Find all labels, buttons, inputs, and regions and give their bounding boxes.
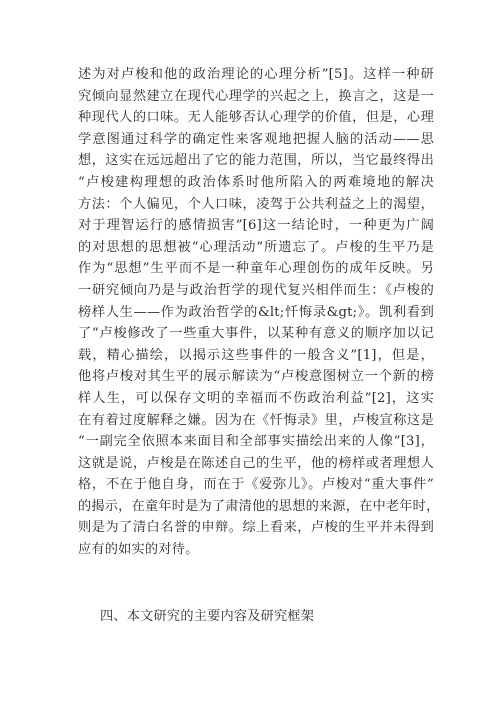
section-heading: 四、本文研究的主要内容及研究框架 bbox=[100, 609, 315, 624]
paragraph-line: 在有着过度解释之嫌。因为在《忏悔录》里，卢梭宣称这是 bbox=[78, 412, 434, 428]
paragraph-line: 种现代人的口味。无人能够否认心理学的价值，但是，心理 bbox=[78, 110, 434, 126]
paragraph-line: 则是为了清白名誉的申辩。综上看来，卢梭的生平并未得到 bbox=[78, 520, 434, 536]
paragraph-line: 作为“思想”生平而不是一种童年心理创伤的成年反映。另 bbox=[78, 261, 434, 277]
paragraph-line: “一副完全依照本来面目和全部事实描绘出来的人像”[3]， bbox=[78, 434, 434, 450]
paragraph-line: 载，精心描绘，以揭示这些事件的一般含义”[1]，但是， bbox=[78, 347, 434, 363]
paragraph-line: 这就是说，卢梭是在陈述自己的生平，他的榜样或者理想人 bbox=[78, 455, 434, 471]
paragraph-line: 学意图通过科学的确定性来客观地把握人脑的活动——思 bbox=[78, 131, 434, 147]
paragraph-line: 对于理智运行的感情损害”[6]这一结论时，一种更为广阔 bbox=[78, 218, 434, 234]
body-paragraph bbox=[78, 64, 440, 561]
paragraph-line: 了“卢梭修改了一些重大事件，以某种有意义的顺序加以记 bbox=[78, 326, 434, 342]
paragraph-line: 榜样人生——作为政治哲学的&lt;忏悔录&gt;》。凯利看到 bbox=[78, 304, 434, 320]
paragraph-line: 究倾向显然建立在现代心理学的兴起之上，换言之，这是一 bbox=[78, 88, 434, 104]
paragraph-line: 述为对卢梭和他的政治理论的心理分析”[5]。这样一种研 bbox=[78, 67, 434, 82]
paragraph-line: 方法：个人偏见，个人口味，凌驾于公共利益之上的渴望， bbox=[78, 196, 434, 212]
paragraph-line-last: 应有的如实的对待。 bbox=[78, 542, 199, 558]
paragraph-line: 想，这实在远远超出了它的能力范围，所以，当它最终得出 bbox=[78, 153, 434, 169]
paragraph-line: “卢梭建构理想的政治体系时他所陷入的两难境地的解决 bbox=[78, 174, 434, 190]
paragraph-line: 样人生，可以保存文明的幸福而不伤政治利益”[2]，这实 bbox=[78, 390, 434, 406]
paragraph-line: 一研究倾向乃是与政治哲学的现代复兴相伴而生：《卢梭的 bbox=[78, 282, 434, 298]
paragraph-line: 的揭示，在童年时是为了肃清他的思想的来源，在中老年时， bbox=[78, 498, 440, 514]
paragraph-line: 他将卢梭对其生平的展示解读为“卢梭意图树立一个新的榜 bbox=[78, 369, 434, 385]
paragraph-line: 的对思想的思想被“心理活动”所遗忘了。卢梭的生平乃是 bbox=[78, 239, 434, 255]
paragraph-line: 格，不在于他自身，而在于《爱弥儿》。卢梭对“重大事件” bbox=[78, 477, 434, 493]
